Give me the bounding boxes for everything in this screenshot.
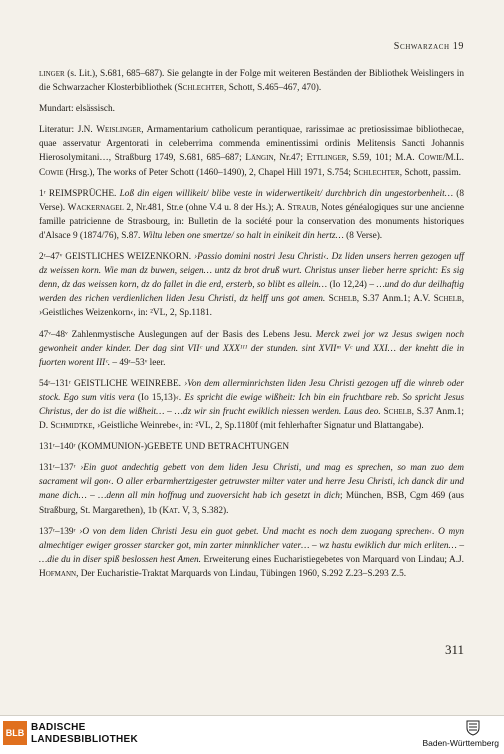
text-run: Schelb (328, 294, 357, 305)
text-run: , Notes généalogiques sur une ancienne famille patricienne de Strasbourg, in: Bulletin de la société pour la conservation des monuments historiques d'Alsace 9 (1874/76), S.87. (39, 202, 464, 241)
text-run: – (86, 491, 99, 502)
page-number: 311 (444, 642, 464, 657)
text-run: …denn all min hoffnug und zuoversicht hab ich gesetzt in dich (98, 491, 340, 502)
text-run: Längin (245, 153, 274, 164)
viewer-footer (0, 715, 504, 754)
text-paragraph (39, 67, 464, 95)
library-name-line1: BADISCHE (31, 722, 86, 733)
text-run: , ›Geistliche Weinrebe‹, in: ²VL, 2, Sp.1180f (mit fehlerhafter Signatur und Blattangabe). (92, 421, 424, 432)
text-run: Schlechter (177, 83, 225, 94)
text-run: Loß din eigen willikeit/ blibe veste in widerwertikeit/ durchbrich din ungestorbenheit… (119, 188, 453, 199)
text-run: , S.59, 101; M.A. (346, 153, 419, 164)
text-paragraph (39, 525, 464, 581)
text-run: (Io 15,13) (134, 392, 176, 403)
text-run: , Schott, S.465–467, 470). (224, 83, 322, 94)
text-run: Ettlinger (306, 153, 347, 164)
text-paragraph (39, 102, 464, 116)
text-run: 2, Nr.481, Str.e (ohne V.4 u. 8 der Hs.); A. (123, 202, 288, 213)
text-run: Cowie (418, 153, 443, 164)
text-paragraph (39, 123, 464, 179)
text-run: Wiltu leben one smertze/ so halt in einikeit din hertz… (142, 230, 344, 241)
text-run: Weislinger (96, 125, 142, 136)
text-run: 47ᵛ–48ᵛ Zahlenmystische Auslegungen auf der Basis des Lebens Jesu. (39, 329, 316, 340)
text-run: 54ʳ–131ʳ GEISTLICHE WEINREBE. (39, 378, 185, 389)
text-paragraph (39, 328, 464, 370)
text-run: …und do dur deilhaftig werden des richen verdienlichen liden Jesu Christi, dz helff uns got amen. (39, 280, 464, 305)
text-run: linger (39, 69, 65, 79)
library-name[interactable] (31, 722, 138, 746)
text-run: wz hastu ewiklich dur mich erliten… (319, 540, 457, 551)
text-paragraph (39, 461, 464, 517)
text-run: Cowie (39, 167, 64, 178)
text-paragraph (39, 440, 464, 454)
text-run: ›O von dem liden Christi Jesu ein guot gebet. Und macht es noch dem zuogang sprechen‹. O myn almechtiger ewiger grosser starcker got, min zarter minnklicher vater… (39, 526, 464, 551)
text-run: /M.L. (442, 153, 465, 164)
state-name[interactable]: Baden-Württemberg (422, 738, 499, 748)
text-run: , ›Geistliches Weizenkorn‹, in: ²VL, 2, Sp.1181. (39, 294, 465, 319)
text-run: (s. Lit.), S.681, 685–687). Sie gelangte in der Folge mit weiteren Beständen der Bibliothek Weislingers in die Schwarzacher Klosterbibliothek ( (39, 69, 464, 94)
text-run: Wackernagel (67, 202, 124, 213)
text-paragraph (39, 377, 464, 433)
running-head: Schwarzach 19 (393, 41, 464, 52)
text-paragraph (39, 187, 464, 243)
text-run: 2ʳ–47ᵛ GEISTLICHES WEIZENKORN. (39, 252, 195, 263)
text-run: Erweiterung eines Eucharistiegebetes von Marquard von Lindau; A.J. (200, 554, 464, 565)
text-run: Hofmann (39, 568, 77, 579)
text-run: …die du in diser spiß beslossen hest Amen. (39, 554, 201, 565)
text-run: , S.37 Anm.1; D. (39, 406, 464, 432)
text-run: ›Von dem allerminrichsten liden Jesu Christi gezogen uff die winreb oder stock. Ego sum vitis vera (39, 378, 464, 403)
coat-of-arms-icon (466, 719, 480, 736)
text-run: Mundart: elsässisch. (39, 104, 115, 115)
text-run: , Nr.47; (273, 153, 307, 164)
text-run: Schelb (383, 406, 412, 417)
text-paragraph (39, 250, 464, 320)
text-run: ›Passio domini nostri Jesu Christi‹. Dz liden unsers herren gezogen uff dz weissen korn. Wie man dz buwen, seigen… untz dz brot druß wurt. Christus unser lieber herre spricht: Es sig denn, dz das weissen korn, dz do fallet in die erd, ersterb, so blibt es allein… (39, 252, 464, 291)
text-run: ; München, BSB, Cgm 469 (aus Straßburg, St. Margarethen), 1b ( (39, 491, 465, 516)
text-run: , S.37 Anm.1; A.V. (356, 294, 434, 305)
text-run: (Io 12,24) – (327, 280, 377, 291)
text-run: Merck zwei jor wz Jesus swigen noch gewonheit ander kinder. Der dag sint VIIᶜ und XXXᴵᴵᴵ der stunden. sint XVIIᵐ Vᶜ und XXI… der knehtt die in fuorten worent IIIᶜ. (39, 329, 464, 368)
page-body-text (39, 67, 464, 588)
text-run: – (456, 540, 465, 551)
text-run: – (164, 406, 175, 417)
text-run: , Armamentarium catholicum perantiquae, rarissimae ac pretiosissimae bibliothecae, quae asservatur Argentorati in celeberrima commenda eminentissimi ordinis Melitensis Sancti Johannis Hierosolymitani…, Straßburg 1749, S.681, 685–687; (39, 125, 465, 164)
text-run: 1ʳ REIMSPRÜCHE. (39, 188, 120, 199)
text-run: (Hrsg.), The works of Peter Schott (1460–1490), 2, Chapel Hill 1971, S.754; (63, 167, 354, 178)
text-run: , Der Eucharistie-Traktat Marquards von Lindau, Tübingen 1960, S.292 Z.23–S.293 Z.5. (76, 568, 407, 579)
text-run: 131ʳ–137ʳ (39, 463, 81, 474)
text-run: – 49ʳ–53ᵛ leer. (110, 357, 166, 368)
text-run: Schelb (433, 294, 462, 305)
text-run: , Schott, passim. (399, 167, 461, 178)
text-run: ›Ein guot andechtig gebett von dem liden Jesu Christi, und mag es sprechen, so man zuo dem sacrament wil gon‹. O aller erbarmhertzigester getruwster milter vater und herre Jesu Christi, ich danck dir und mane dich… (39, 463, 465, 502)
text-run: 137ʳ–139ʳ (39, 526, 80, 537)
text-run: 131ʳ–140ʳ (KOMMUNION-)GEBETE UND BETRACHTUNGEN (39, 442, 290, 453)
text-run: ‹. Es spricht die ewige wißheit: Ich bin ein fruchtbare reb. So spricht Jesus Christus, der do ist die wißheit… (39, 392, 464, 417)
text-run: – (309, 540, 320, 551)
text-run: Schmidtke (50, 421, 93, 432)
text-run: Literatur: J.N. (39, 125, 97, 136)
text-run: V, 3, S.382). (179, 505, 229, 516)
text-run: Schlechter (353, 167, 400, 178)
blb-logo-icon[interactable]: BLB (3, 721, 27, 745)
library-name-line2: LANDESBIBLIOTHEK (31, 734, 139, 745)
text-run: (8 Verse). (39, 188, 465, 213)
text-run: Kat. (162, 505, 180, 516)
text-run: (8 Verse). (343, 230, 383, 241)
text-run: Straub (287, 202, 317, 213)
text-run: …dz wir sin frucht ewiklich niessen werden. Laus deo. (174, 406, 381, 417)
